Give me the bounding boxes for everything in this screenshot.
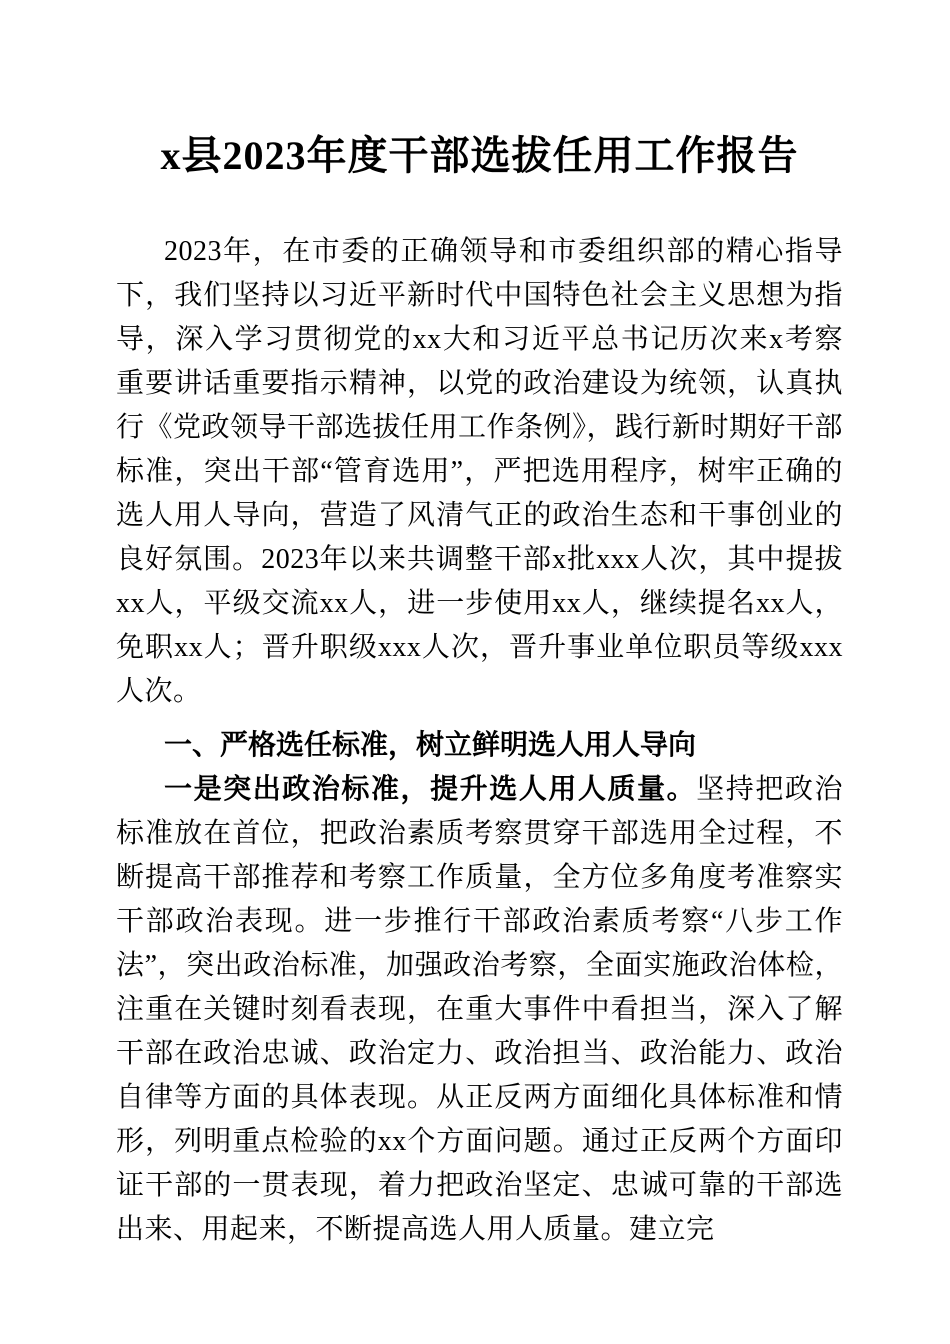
intro-paragraph: 2023年，在市委的正确领导和市委组织部的精心指导下，我们坚持以习近平新时代中国特色社会主义思想为指导，深入学习贯彻党的xx大和习近平总书记历次来x考察重要讲话重要指示精神，以党的政治建设为统领，认真执行《党政领导干部选拔任用工作条例》，践行新时期好干部标准，突出干部“管育选用”，严把选用程序，树牢正确的选人用人导向，营造了风清气正的政治生态和干事创业的良好氛围。2023年以来共调整干部x批xxx人次，其中提拔xx人，平级交流xx人，进一步使用xx人，继续提名xx人，免职xx人；晋升职级xxx人次，晋升事业单位职员等级xxx人次。 [116,236,844,707]
section-1-body-text: 坚持把政治标准放在首位，把政治素质考察贯穿干部选用全过程，不断提高干部推荐和考察工作质量，全方位多角度考准察实干部政治表现。进一步推行干部政治素质考察“八步工作法”，突出政治标准，加强政治考察，全面实施政治体检，注重在关键时刻看表现，在重大事件中看担当，深入了解干部在政治忠诚、政治定力、政治担当、政治能力、政治自律等方面的具体表现。从正反两方面细化具体标准和情形，列明重点检验的xx个方面问题。通过正反两个方面印证干部的一贯表现，着力把政治坚定、忠诚可靠的干部选出来、用起来，不断提高选人用人质量。建立完 [116,774,843,1245]
section-1-heading: 一、严格选任标准，树立鲜明选人用人导向 [164,729,697,760]
document-title: x县2023年度干部选拔任用工作报告 [160,133,799,178]
section-1-lead-sentence: 一是突出政治标准，提升选人用人质量。 [164,774,697,805]
section-1-paragraph [116,768,843,1252]
